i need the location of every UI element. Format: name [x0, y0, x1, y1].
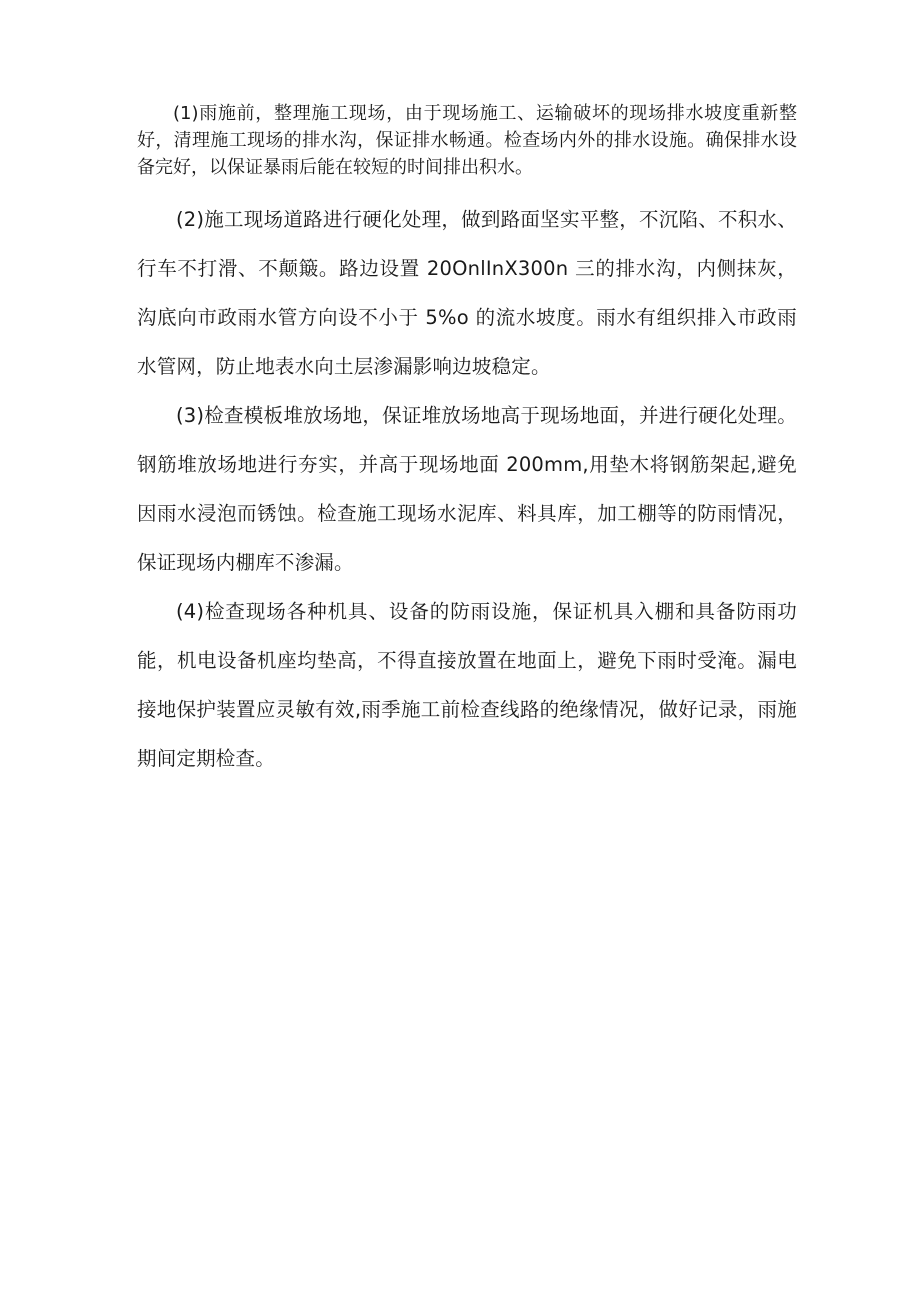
paragraph-3: (3)检查模板堆放场地，保证堆放场地高于现场地面，并进行硬化处理。钢筋堆放场地进行夯实，并高于现场地面 200mm,用垫木将钢筋架起,避免因雨水浸泡而锈蚀。检查施工现场水泥库、料具库，加工棚等的防雨情况，保证现场内棚库不渗漏。	[137, 404, 797, 574]
paragraph-1: (1)雨施前，整理施工现场，由于现场施工、运输破坏的现场排水坡度重新整好，清理施工现场的排水沟，保证排水畅通。检查场内外的排水设施。确保排水设备完好，以保证暴雨后能在较短的时间排出积水。	[137, 103, 797, 178]
paragraph-4: (4)检查现场各种机具、设备的防雨设施，保证机具入棚和具备防雨功能，机电设备机座均垫高，不得直接放置在地面上，避免下雨时受淹。漏电接地保护装置应灵敏有效,雨季施工前检查线路的绝缘情况，做好记录，雨施期间定期检查。	[137, 600, 797, 770]
document-body	[137, 100, 797, 783]
paragraph-2: (2)施工现场道路进行硬化处理，做到路面坚实平整，不沉陷、不积水、行车不打滑、不颠簸。路边设置 20OnlInX300n 三的排水沟，内侧抹灰，沟底向市政雨水管方向设不小于 5%o 的流水坡度。雨水有组织排入市政雨水管网，防止地表水向土层渗漏影响边坡稳定。	[137, 208, 797, 378]
